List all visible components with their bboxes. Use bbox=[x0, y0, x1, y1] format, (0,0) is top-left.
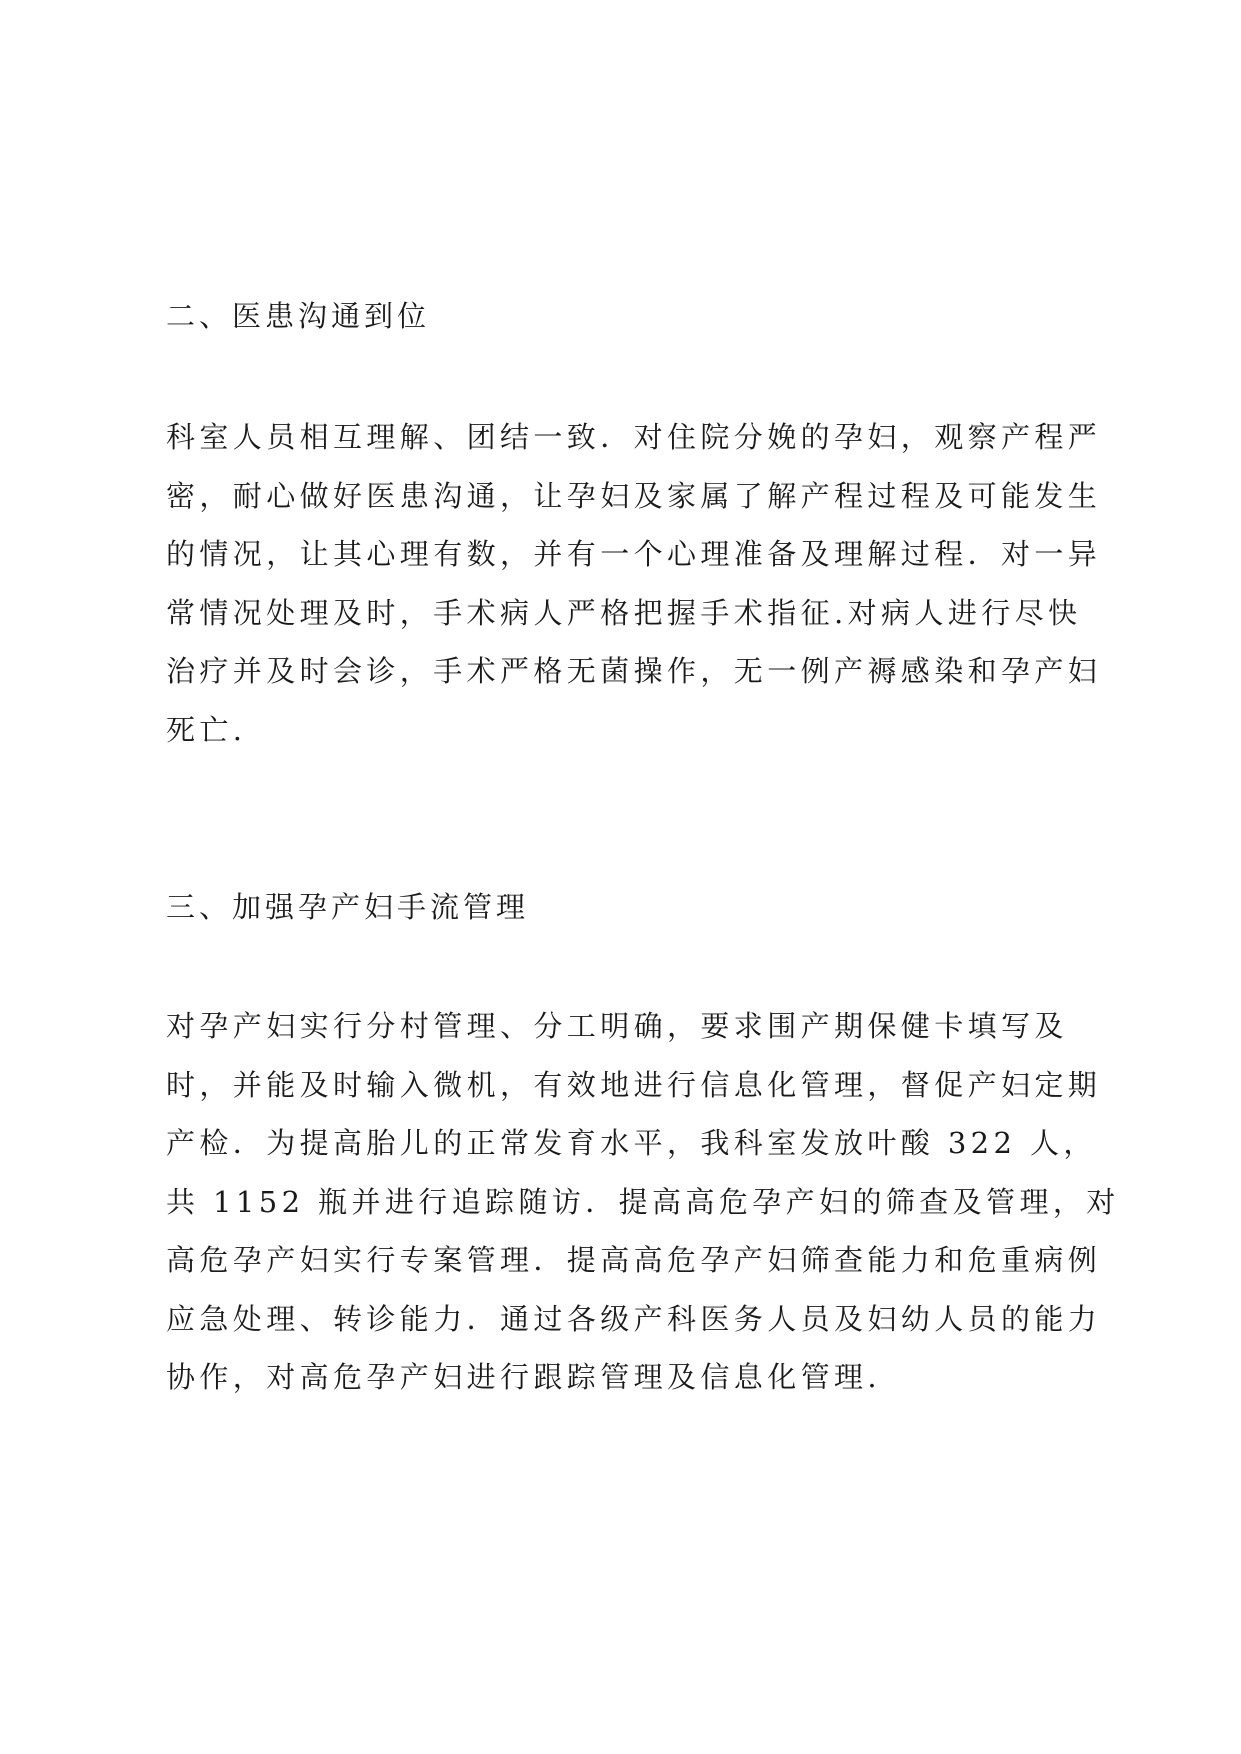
section-paragraph-communication bbox=[166, 417, 1100, 768]
section-paragraph-management bbox=[166, 1006, 1120, 1416]
paragraph-line: 密，耐心做好医患沟通，让孕妇及家属了解产程过程及可能发生 bbox=[166, 478, 1102, 513]
paragraph-line: 共 1152 瓶并进行追踪随访．提高高危孕产妇的筛查及管理，对 bbox=[166, 1184, 1120, 1219]
section-heading-communication: 二、医患沟通到位 bbox=[166, 299, 431, 333]
document-page bbox=[166, 0, 1120, 1754]
paragraph-line: 的情况，让其心理有数，并有一个心理准备及理解过程．对一异 bbox=[166, 537, 1102, 571]
paragraph-line: 协作，对高危孕产妇进行跟踪管理及信息化管理. bbox=[166, 1360, 882, 1394]
paragraph-line: 时，并能及时输入微机，有效地进行信息化管理，督促产妇定期 bbox=[166, 1067, 1102, 1102]
paragraph-line: 应急处理、转诊能力．通过各级产科医务人员及妇幼人员的能力 bbox=[166, 1301, 1102, 1336]
paragraph-line: 常情况处理及时，手术病人严格把握手术指征.对病人进行尽快 bbox=[166, 595, 1082, 630]
paragraph-line: 死亡. bbox=[166, 712, 247, 747]
paragraph-line: 产检．为提高胎儿的正常发育水平，我科室发放叶酸 322 人， bbox=[166, 1126, 1097, 1160]
paragraph-line: 治疗并及时会诊，手术严格无菌操作，无一例产褥感染和孕产妇 bbox=[166, 654, 1102, 688]
paragraph-line: 高危孕产妇实行专案管理．提高高危孕产妇筛查能力和危重病例 bbox=[166, 1243, 1102, 1277]
section-heading-management: 三、加强孕产妇手流管理 bbox=[166, 890, 530, 924]
paragraph-line: 科室人员相互理解、团结一致．对住院分娩的孕妇，观察产程严 bbox=[166, 420, 1102, 454]
paragraph-line: 对孕产妇实行分村管理、分工明确，要求围产期保健卡填写及 bbox=[166, 1009, 1068, 1043]
